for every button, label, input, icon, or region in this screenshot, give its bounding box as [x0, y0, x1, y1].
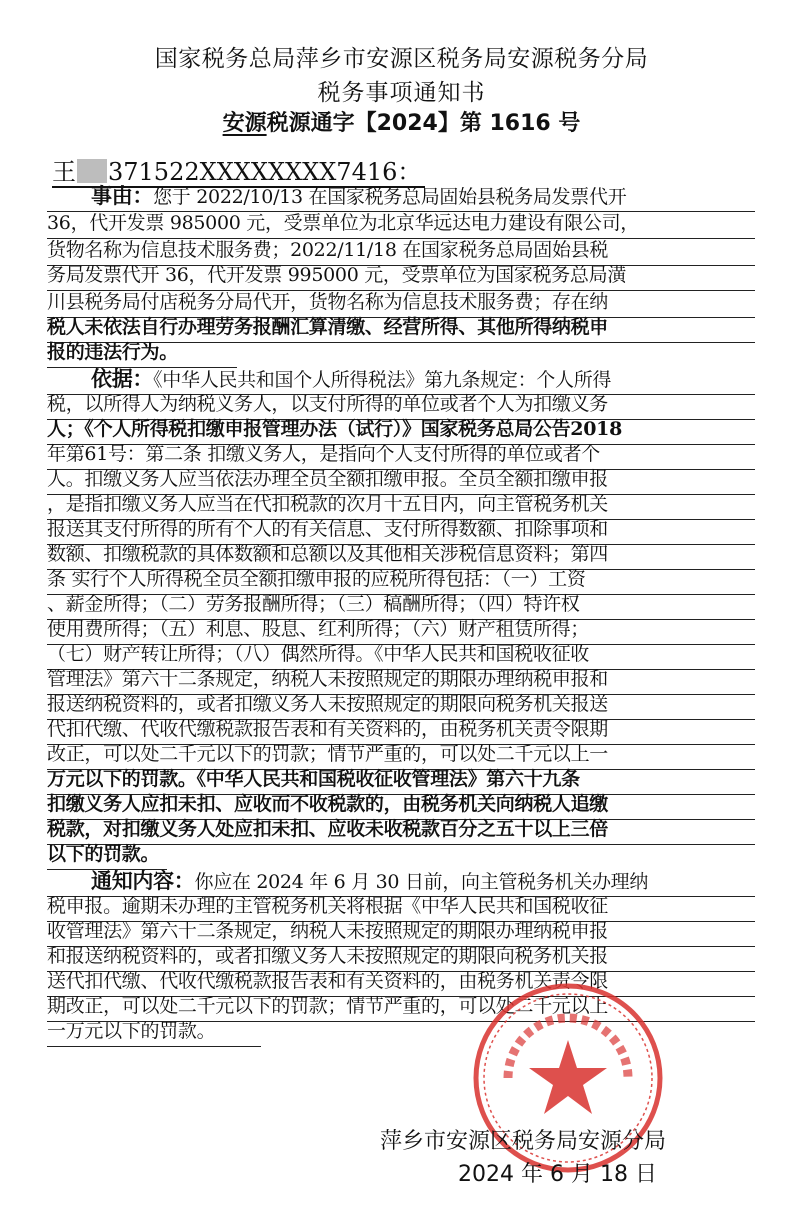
basis-text: 报送其支付所得的所有个人的有关信息、支付所得数额、扣除事项和 [47, 518, 609, 540]
basis-text: 万元以下的罚款。《中华人民共和国税收征收管理法》第六十九条 [47, 768, 580, 790]
notice-label: 通知内容： [91, 869, 195, 893]
basis-text: 使用费所得；（五）利息、股息、红利所得；（六）财产租赁所得； [47, 618, 590, 640]
basis-line [47, 841, 167, 870]
notice-line [47, 1018, 261, 1047]
reason-line [47, 262, 755, 291]
basis-text: 税，以所得人为纳税义务人，以支付所得的单位或者个人为扣缴义务 [47, 393, 609, 415]
reason-text: 货物名称为信息技术服务费；2022/11/18 在国家税务总局固始县税 [47, 239, 609, 261]
basis-text: （七）财产转让所得；（八）偶然所得。《中华人民共和国税收征收 [47, 643, 590, 665]
reason-label: 事由： [91, 184, 154, 208]
reason-line [47, 339, 237, 368]
reason-text: 务局发票代开 36，代开发票 995000 元，受票单位为国家税务总局潢 [47, 264, 627, 286]
reason-text: 您于 2022/10/13 在国家税务总局固始县税务局发票代开 [153, 186, 627, 208]
basis-text: 以下的罚款。 [47, 843, 160, 865]
basis-text: 报送纳税资料的，或者扣缴义务人未按照规定的期限向税务机关报送 [47, 693, 609, 715]
notice-text: 税申报。逾期未办理的主管税务机关将根据《中华人民共和国税收征 [47, 895, 609, 917]
document-number-prefix: 安源 [222, 111, 267, 136]
basis-text: 年第61号：第二条 扣缴义务人，是指向个人支付所得的单位或者个 [47, 443, 600, 465]
basis-text: 管理法》第六十二条规定，纳税人未按照规定的期限办理纳税申报和 [47, 668, 609, 690]
issue-date: 2024 年 6 月 18 日 [458, 1162, 657, 1187]
basis-text: 税款，对扣缴义务人处应扣未扣、应收未收税款百分之五十以上三倍 [47, 818, 609, 840]
recipient-id: 371522XXXXXXXX7416： [108, 158, 422, 186]
document-title: 税务事项通知书 [317, 80, 486, 106]
notice-text: 和报送纳税资料的，或者扣缴义务人未按照规定的期限向税务机关报 [47, 945, 609, 967]
recipient-name: 王 [52, 158, 76, 186]
basis-text: 人。扣缴义务人应当依法办理全员全额扣缴申报。全员全额扣缴申报 [47, 468, 609, 490]
redaction-block [77, 159, 107, 183]
document-number-rest: 税源通字【2024】第 1616 号 [266, 111, 581, 136]
reason-text: 川县税务局付店税务分局代开，货物名称为信息技术服务费；存在纳 [47, 291, 609, 313]
basis-text: 《中华人民共和国个人所得税法》第九条规定：个人所得 [153, 369, 612, 391]
notice-text: 你应在 2024 年 6 月 30 日前，向主管税务机关办理纳 [194, 871, 649, 893]
basis-text: 代扣代缴、代收代缴税款报告表和有关资料的，由税务机关责令限期 [47, 718, 609, 740]
notice-text: 收管理法》第六十二条规定，纳税人未按照规定的期限办理纳税申报 [47, 920, 609, 942]
basis-label: 依据： [91, 367, 154, 391]
basis-text: 人；《个人所得税扣缴申报管理办法（试行）》国家税务总局公告2018 [47, 418, 622, 440]
reason-line [47, 183, 755, 212]
issuing-authority: 国家税务总局萍乡市安源区税务局安源税务分局 [154, 46, 649, 72]
basis-text: ，是指扣缴义务人应当在代扣税款的次月十五日内，向主管税务机关 [47, 493, 609, 515]
reason-text: 36，代开发票 985000 元，受票单位为北京华远达电力建设有限公司， [47, 212, 639, 234]
notice-text: 一万元以下的罚款。 [47, 1020, 216, 1042]
notice-text: 期改正，可以处二千元以下的罚款；情节严重的，可以处二千元以上 [47, 995, 609, 1017]
reason-text: 报的违法行为。 [47, 341, 178, 363]
basis-text: 扣缴义务人应扣未扣、应收而不收税款的，由税务机关向纳税人追缴 [47, 793, 609, 815]
basis-text: 、薪金所得；（二）劳务报酬所得；（三）稿酬所得；（四）特许权 [47, 593, 580, 615]
basis-text: 数额、扣缴税款的具体数额和总额以及其他相关涉税信息资料；第四 [47, 543, 609, 565]
issuer-signature: 萍乡市安源区税务局安源分局 [380, 1129, 667, 1154]
document-number [0, 106, 803, 137]
basis-text: 条 实行个人所得税全员全额扣缴申报的应税所得包括：（一）工资 [47, 568, 586, 590]
notice-text: 送代扣代缴、代收代缴税款报告表和有关资料的，由税务机关责令限 [47, 970, 609, 992]
reason-text: 税人未依法自行办理劳务报酬汇算清缴、经营所得、其他所得纳税申 [47, 316, 609, 338]
reason-line [47, 210, 755, 239]
basis-text: 改正，可以处二千元以下的罚款；情节严重的，可以处二千元以上一 [47, 743, 609, 765]
